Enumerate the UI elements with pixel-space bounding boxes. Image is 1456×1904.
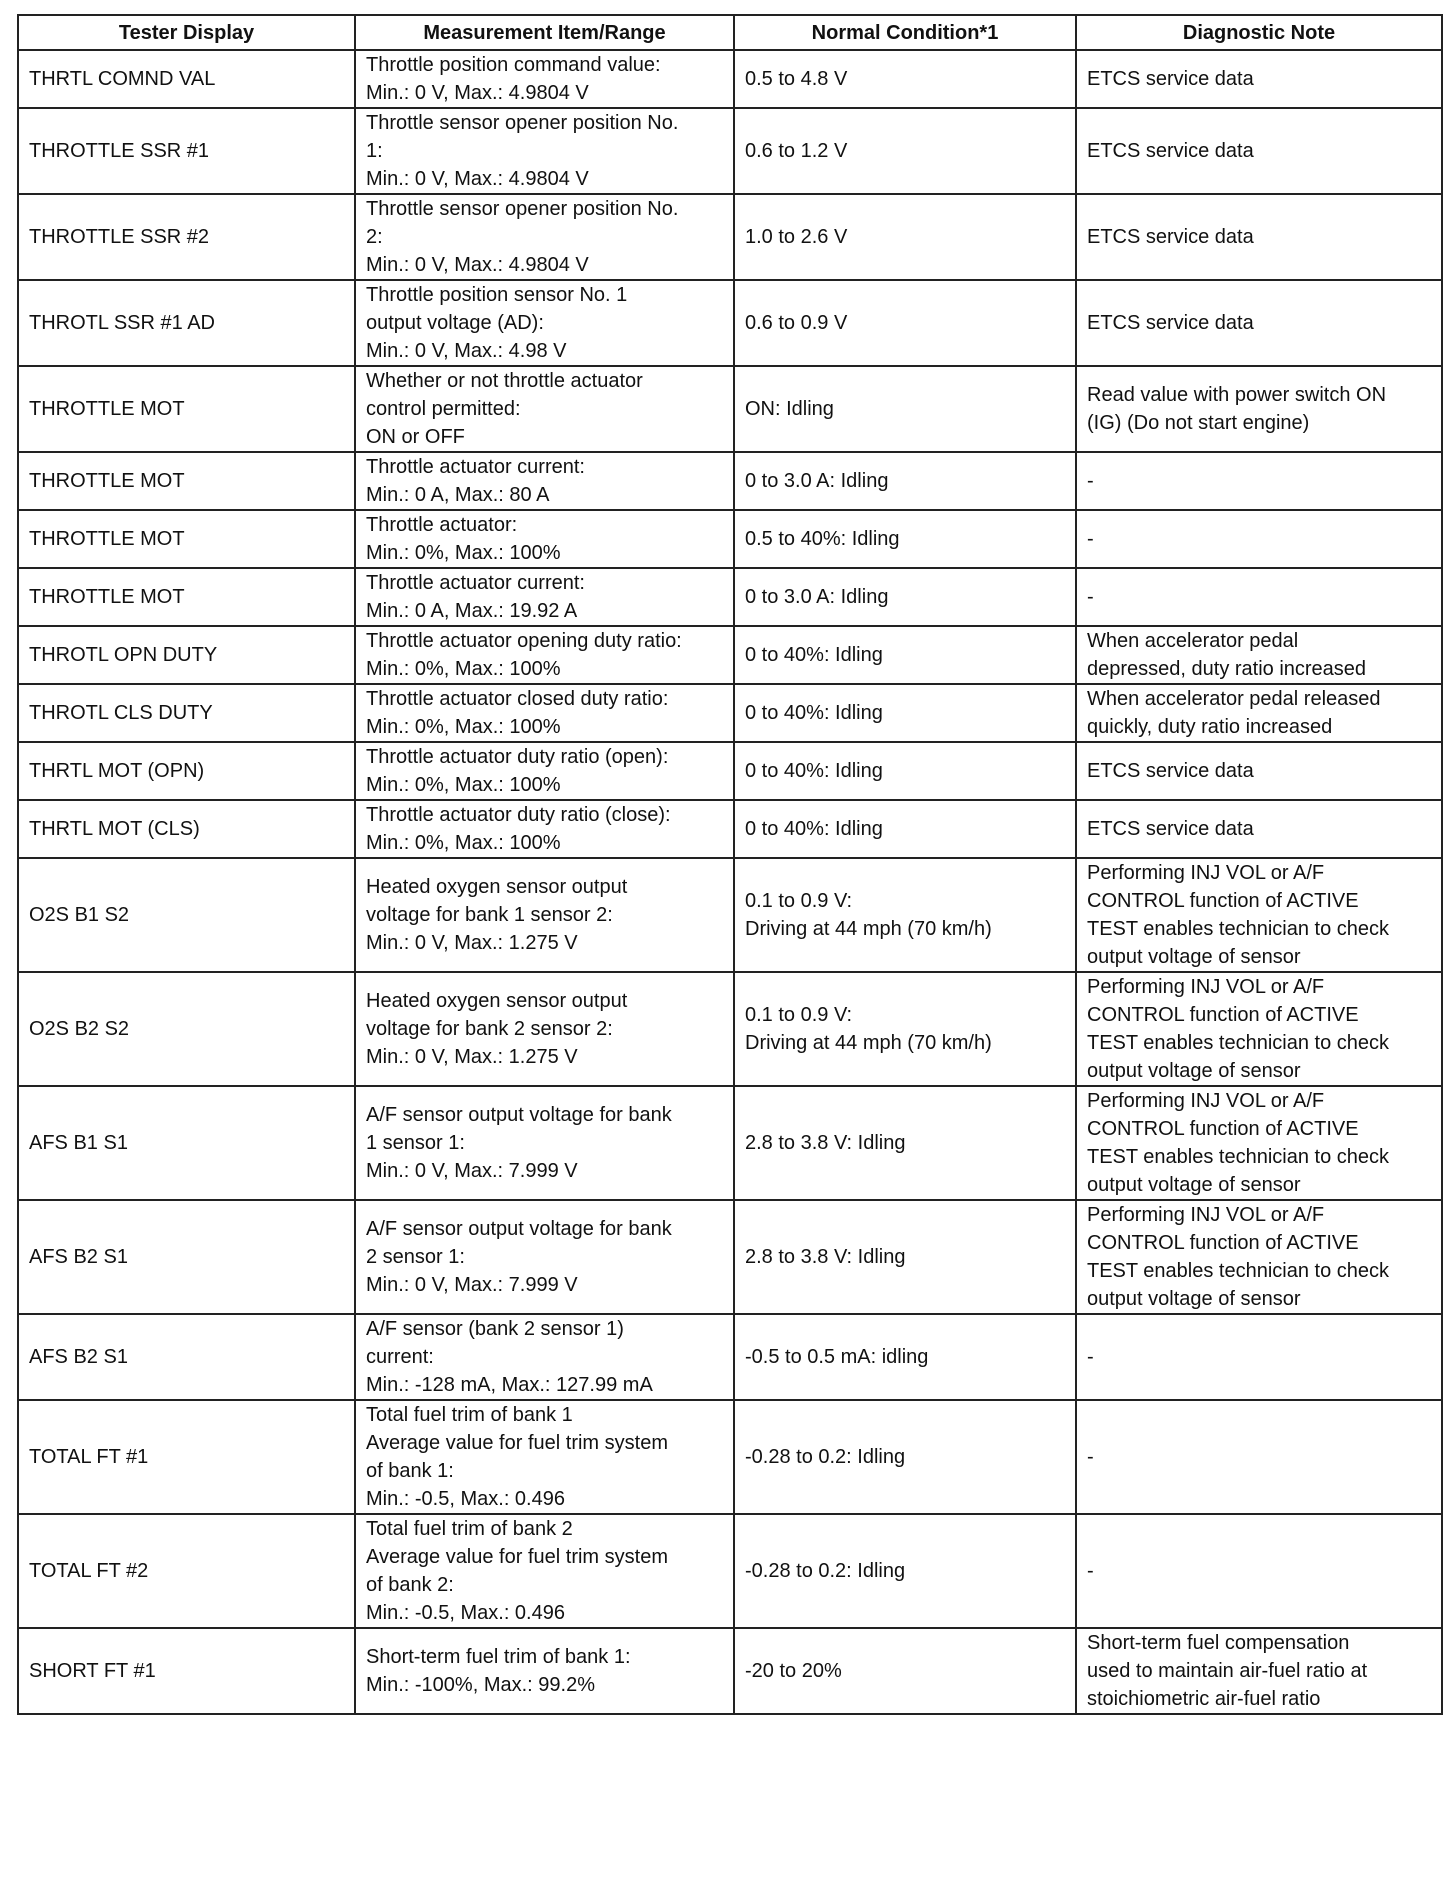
diagnostic-note-cell: - <box>1076 1514 1442 1628</box>
normal-condition-cell: -20 to 20% <box>734 1628 1076 1714</box>
tester-display-cell: THROTTLE SSR #2 <box>18 194 355 280</box>
table-body <box>18 50 1442 1714</box>
tester-display-cell: THROTTLE SSR #1 <box>18 108 355 194</box>
measurement-item-cell: Throttle actuator current: Min.: 0 A, Max.: 19.92 A <box>355 568 734 626</box>
tester-display-cell: THROTL SSR #1 AD <box>18 280 355 366</box>
table-row <box>18 1314 1442 1400</box>
data-list-table <box>17 14 1443 1715</box>
data-list-sheet <box>17 14 1443 1715</box>
table-row <box>18 50 1442 108</box>
diagnostic-note-cell: Performing INJ VOL or A/F CONTROL function of ACTIVE TEST enables technician to check output voltage of sensor <box>1076 1086 1442 1200</box>
header-measurement-item: Measurement Item/Range <box>355 15 734 50</box>
tester-display-cell: SHORT FT #1 <box>18 1628 355 1714</box>
normal-condition-cell: -0.28 to 0.2: Idling <box>734 1514 1076 1628</box>
normal-condition-cell: ON: Idling <box>734 366 1076 452</box>
header-tester-display: Tester Display <box>18 15 355 50</box>
measurement-item-cell: Throttle actuator current: Min.: 0 A, Max.: 80 A <box>355 452 734 510</box>
table-row <box>18 742 1442 800</box>
normal-condition-cell: -0.28 to 0.2: Idling <box>734 1400 1076 1514</box>
tester-display-cell: THRTL MOT (CLS) <box>18 800 355 858</box>
diagnostic-note-cell: Performing INJ VOL or A/F CONTROL function of ACTIVE TEST enables technician to check output voltage of sensor <box>1076 1200 1442 1314</box>
table-row <box>18 366 1442 452</box>
normal-condition-cell: 0 to 40%: Idling <box>734 742 1076 800</box>
normal-condition-cell: -0.5 to 0.5 mA: idling <box>734 1314 1076 1400</box>
normal-condition-cell: 0 to 40%: Idling <box>734 626 1076 684</box>
diagnostic-note-cell: Performing INJ VOL or A/F CONTROL function of ACTIVE TEST enables technician to check output voltage of sensor <box>1076 858 1442 972</box>
measurement-item-cell: Throttle actuator duty ratio (open): Min.: 0%, Max.: 100% <box>355 742 734 800</box>
measurement-item-cell: A/F sensor (bank 2 sensor 1) current: Min.: -128 mA, Max.: 127.99 mA <box>355 1314 734 1400</box>
header-normal-condition: Normal Condition*1 <box>734 15 1076 50</box>
diagnostic-note-cell: ETCS service data <box>1076 742 1442 800</box>
diagnostic-note-cell: Performing INJ VOL or A/F CONTROL function of ACTIVE TEST enables technician to check output voltage of sensor <box>1076 972 1442 1086</box>
measurement-item-cell: Short-term fuel trim of bank 1: Min.: -100%, Max.: 99.2% <box>355 1628 734 1714</box>
tester-display-cell: THROTL OPN DUTY <box>18 626 355 684</box>
measurement-item-cell: Heated oxygen sensor output voltage for bank 2 sensor 2: Min.: 0 V, Max.: 1.275 V <box>355 972 734 1086</box>
tester-display-cell: THROTTLE MOT <box>18 452 355 510</box>
table-row <box>18 684 1442 742</box>
table-row <box>18 108 1442 194</box>
measurement-item-cell: Whether or not throttle actuator control permitted: ON or OFF <box>355 366 734 452</box>
normal-condition-cell: 0.5 to 40%: Idling <box>734 510 1076 568</box>
diagnostic-note-cell: ETCS service data <box>1076 108 1442 194</box>
table-row <box>18 510 1442 568</box>
diagnostic-note-cell: When accelerator pedal released quickly, duty ratio increased <box>1076 684 1442 742</box>
table-row <box>18 626 1442 684</box>
diagnostic-note-cell: - <box>1076 1314 1442 1400</box>
measurement-item-cell: Throttle actuator opening duty ratio: Min.: 0%, Max.: 100% <box>355 626 734 684</box>
diagnostic-note-cell: ETCS service data <box>1076 280 1442 366</box>
normal-condition-cell: 0.1 to 0.9 V: Driving at 44 mph (70 km/h) <box>734 972 1076 1086</box>
normal-condition-cell: 1.0 to 2.6 V <box>734 194 1076 280</box>
table-row <box>18 1514 1442 1628</box>
tester-display-cell: TOTAL FT #2 <box>18 1514 355 1628</box>
header-diagnostic-note: Diagnostic Note <box>1076 15 1442 50</box>
diagnostic-note-cell: Short-term fuel compensation used to maintain air-fuel ratio at stoichiometric air-fuel ratio <box>1076 1628 1442 1714</box>
table-row <box>18 1086 1442 1200</box>
tester-display-cell: O2S B1 S2 <box>18 858 355 972</box>
diagnostic-note-cell: Read value with power switch ON (IG) (Do not start engine) <box>1076 366 1442 452</box>
table-row <box>18 568 1442 626</box>
measurement-item-cell: Throttle sensor opener position No. 1: Min.: 0 V, Max.: 4.9804 V <box>355 108 734 194</box>
tester-display-cell: THRTL MOT (OPN) <box>18 742 355 800</box>
tester-display-cell: AFS B2 S1 <box>18 1200 355 1314</box>
normal-condition-cell: 0.6 to 0.9 V <box>734 280 1076 366</box>
table-row <box>18 1400 1442 1514</box>
table-row <box>18 280 1442 366</box>
measurement-item-cell: Total fuel trim of bank 2 Average value for fuel trim system of bank 2: Min.: -0.5, Max.: 0.496 <box>355 1514 734 1628</box>
diagnostic-note-cell: When accelerator pedal depressed, duty ratio increased <box>1076 626 1442 684</box>
diagnostic-note-cell: ETCS service data <box>1076 50 1442 108</box>
normal-condition-cell: 2.8 to 3.8 V: Idling <box>734 1200 1076 1314</box>
table-row <box>18 194 1442 280</box>
table-row <box>18 858 1442 972</box>
measurement-item-cell: Throttle position sensor No. 1 output voltage (AD): Min.: 0 V, Max.: 4.98 V <box>355 280 734 366</box>
normal-condition-cell: 0 to 3.0 A: Idling <box>734 452 1076 510</box>
normal-condition-cell: 0.6 to 1.2 V <box>734 108 1076 194</box>
measurement-item-cell: Throttle position command value: Min.: 0 V, Max.: 4.9804 V <box>355 50 734 108</box>
normal-condition-cell: 0 to 40%: Idling <box>734 684 1076 742</box>
diagnostic-note-cell: ETCS service data <box>1076 194 1442 280</box>
tester-display-cell: THRTL COMND VAL <box>18 50 355 108</box>
measurement-item-cell: A/F sensor output voltage for bank 2 sensor 1: Min.: 0 V, Max.: 7.999 V <box>355 1200 734 1314</box>
tester-display-cell: THROTTLE MOT <box>18 568 355 626</box>
diagnostic-note-cell: - <box>1076 1400 1442 1514</box>
table-row <box>18 1628 1442 1714</box>
normal-condition-cell: 0 to 40%: Idling <box>734 800 1076 858</box>
table-row <box>18 972 1442 1086</box>
tester-display-cell: AFS B1 S1 <box>18 1086 355 1200</box>
tester-display-cell: THROTTLE MOT <box>18 510 355 568</box>
table-row <box>18 1200 1442 1314</box>
tester-display-cell: O2S B2 S2 <box>18 972 355 1086</box>
measurement-item-cell: Heated oxygen sensor output voltage for bank 1 sensor 2: Min.: 0 V, Max.: 1.275 V <box>355 858 734 972</box>
tester-display-cell: AFS B2 S1 <box>18 1314 355 1400</box>
measurement-item-cell: Throttle sensor opener position No. 2: Min.: 0 V, Max.: 4.9804 V <box>355 194 734 280</box>
diagnostic-note-cell: - <box>1076 510 1442 568</box>
normal-condition-cell: 0.5 to 4.8 V <box>734 50 1076 108</box>
normal-condition-cell: 0 to 3.0 A: Idling <box>734 568 1076 626</box>
header-row <box>18 15 1442 50</box>
diagnostic-note-cell: - <box>1076 452 1442 510</box>
table-row <box>18 800 1442 858</box>
measurement-item-cell: Throttle actuator duty ratio (close): Min.: 0%, Max.: 100% <box>355 800 734 858</box>
measurement-item-cell: Throttle actuator: Min.: 0%, Max.: 100% <box>355 510 734 568</box>
tester-display-cell: TOTAL FT #1 <box>18 1400 355 1514</box>
normal-condition-cell: 2.8 to 3.8 V: Idling <box>734 1086 1076 1200</box>
tester-display-cell: THROTTLE MOT <box>18 366 355 452</box>
measurement-item-cell: A/F sensor output voltage for bank 1 sensor 1: Min.: 0 V, Max.: 7.999 V <box>355 1086 734 1200</box>
measurement-item-cell: Throttle actuator closed duty ratio: Min.: 0%, Max.: 100% <box>355 684 734 742</box>
table-row <box>18 452 1442 510</box>
table-header <box>18 15 1442 50</box>
measurement-item-cell: Total fuel trim of bank 1 Average value for fuel trim system of bank 1: Min.: -0.5, Max.: 0.496 <box>355 1400 734 1514</box>
normal-condition-cell: 0.1 to 0.9 V: Driving at 44 mph (70 km/h) <box>734 858 1076 972</box>
diagnostic-note-cell: ETCS service data <box>1076 800 1442 858</box>
diagnostic-note-cell: - <box>1076 568 1442 626</box>
tester-display-cell: THROTL CLS DUTY <box>18 684 355 742</box>
